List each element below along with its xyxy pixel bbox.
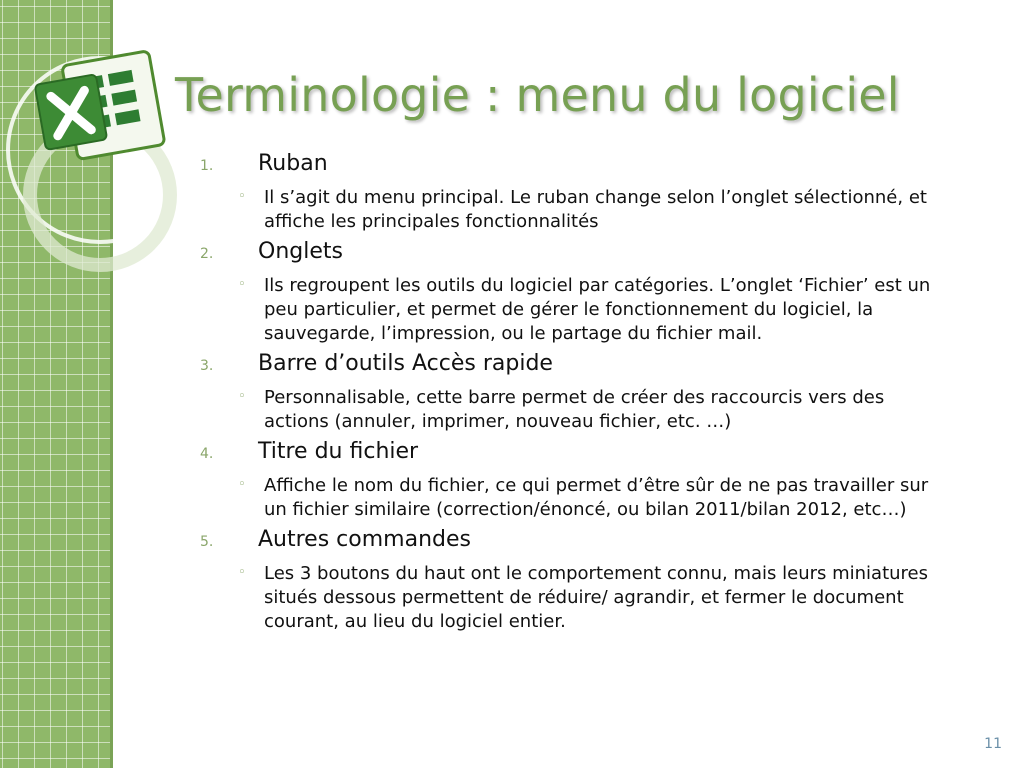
sub-bullet-text: Affiche le nom du fichier, ce qui permet d’être sûr de ne pas travailler sur un fichier similaire (correction/énoncé, ou bilan 2011/bilan 2012, etc…) [264,475,929,520]
sub-bullet-item [238,186,970,234]
list-item-number: 3. [200,358,214,374]
list-item-heading [200,438,970,468]
list-item [200,350,970,434]
hollow-bullet-icon: ◦ [238,189,246,204]
list-item-heading [200,526,970,556]
list-item [200,238,970,346]
sub-bullet-item [238,274,970,346]
sub-bullet-text: Ils regroupent les outils du logiciel par catégories. L’onglet ‘Fichier’ est un peu particulier, et permet de gérer le fonctionnement du logiciel, la sauvegarde, l’impression, ou le partage du fichier mail. [264,275,931,344]
sub-bullet-item [238,562,970,634]
page-number: 11 [984,736,1002,752]
list-item [200,526,970,634]
hollow-bullet-icon: ◦ [238,565,246,580]
list-item-heading [200,350,970,380]
numbered-list [200,146,970,634]
list-item-number: 5. [200,534,214,550]
list-item-number: 4. [200,446,214,462]
hollow-bullet-icon: ◦ [238,389,246,404]
sub-bullet-text: Personnalisable, cette barre permet de créer des raccourcis vers des actions (annuler, imprimer, nouveau fichier, etc. …) [264,387,885,432]
sub-bullet-text: Les 3 boutons du haut ont le comportement connu, mais leurs miniatures situés dessous permettent de réduire/ agrandir, et fermer le document courant, au lieu du logiciel entier. [264,563,928,632]
list-item-label: Titre du fichier [258,439,419,464]
list-item-heading [200,238,970,268]
sub-bullet-text: Il s’agit du menu principal. Le ruban change selon l’onglet sélectionné, et affiche les principales fonctionnalités [264,187,927,232]
hollow-bullet-icon: ◦ [238,477,246,492]
list-item [200,150,970,234]
list-item [200,438,970,522]
slide-title: Terminologie : menu du logiciel [175,68,900,122]
hollow-bullet-icon: ◦ [238,277,246,292]
list-item-number: 2. [200,246,214,262]
list-item-label: Onglets [258,239,343,264]
sub-bullet-item [238,474,970,522]
sub-bullet-item [238,386,970,434]
list-item-label: Autres commandes [258,527,471,552]
decorative-logo-area [0,0,200,300]
excel-x-grid-icon [32,51,165,165]
list-item-heading [200,150,970,180]
list-item-label: Barre d’outils Accès rapide [258,351,553,376]
list-item-number: 1. [200,158,214,174]
list-item-label: Ruban [258,151,328,176]
